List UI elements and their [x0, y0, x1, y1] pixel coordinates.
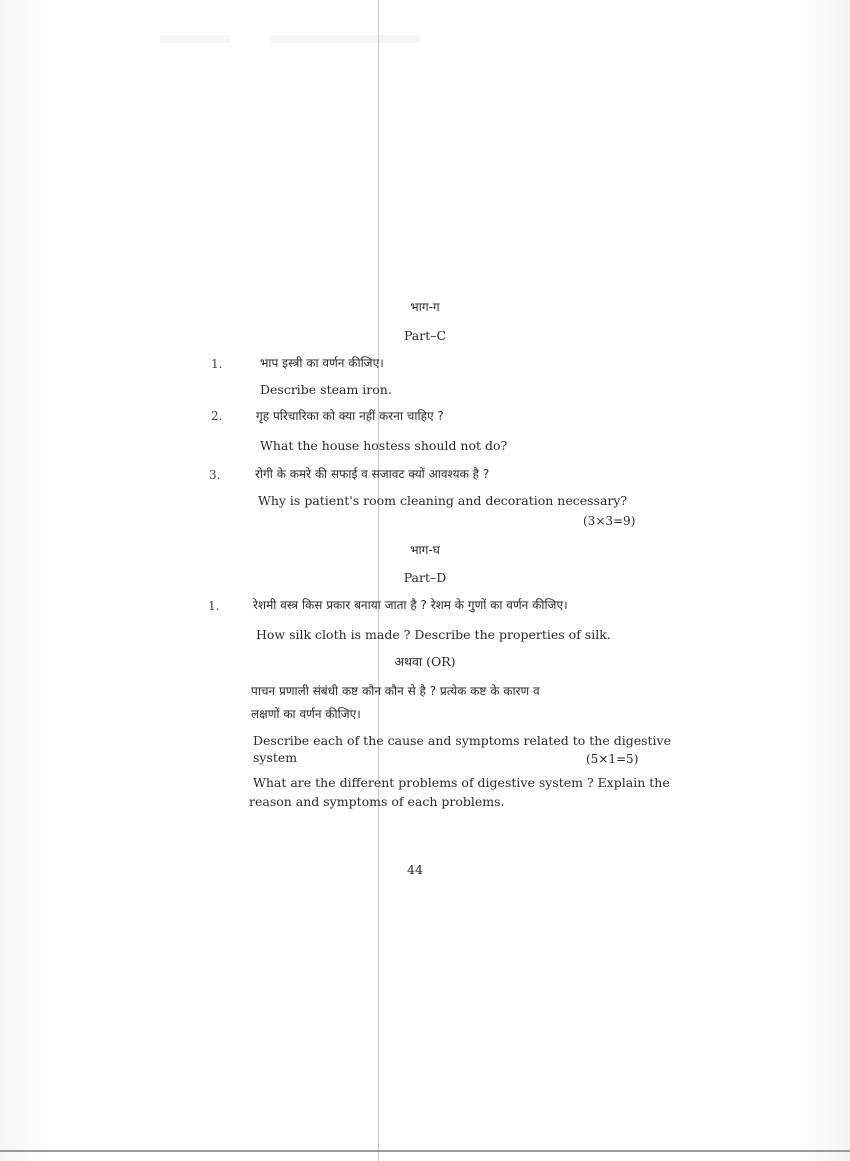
- part-d-heading-english: Part–D: [403, 570, 447, 585]
- alt-question-english-line: What are the different problems of digestive system ? Explain the: [253, 775, 670, 790]
- alt-question-hindi-line: पाचन प्रणाली संबंधी कष्ट कौन कौन से है ? प्रत्येक कष्ट के कारण व: [251, 684, 540, 698]
- question-text-english: Describe steam iron.: [260, 382, 392, 397]
- alt-question-hindi-line: लक्षणों का वर्णन कीजिए।: [251, 707, 361, 721]
- question-text-hindi: रोगी के कमरे की सफाई व सजावट क्यों आवश्यक है ?: [255, 467, 490, 481]
- question-text-english: What the house hostess should not do?: [260, 438, 508, 453]
- alt-question-english-line: reason and symptoms of each problems.: [249, 794, 505, 809]
- question-text-hindi: गृह परिचारिका को क्या नहीं करना चाहिए ?: [256, 409, 444, 423]
- faded-header-bleed: [160, 28, 490, 58]
- question-number: 2.: [211, 409, 223, 423]
- part-d-marks: (5×1=5): [586, 752, 639, 766]
- question-text-hindi: रेशमी वस्त्र किस प्रकार बनाया जाता है ? रेशम के गुणों का वर्णन कीजिए।: [253, 598, 568, 612]
- page-fold-line: [378, 0, 379, 1161]
- part-c-heading-english: Part–C: [403, 328, 447, 343]
- part-c-heading-hindi: भाग-ग: [410, 300, 440, 314]
- question-number: 1.: [208, 599, 220, 613]
- question-text-english: How silk cloth is made ? Describe the properties of silk.: [256, 627, 611, 642]
- question-text-english: Why is patient's room cleaning and decoration necessary?: [258, 493, 628, 508]
- alt-question-english-line: Describe each of the cause and symptoms related to the digestive: [253, 733, 671, 748]
- page-number: 44: [407, 862, 423, 877]
- alt-question-english-line: system: [253, 750, 298, 765]
- or-separator: अथवा (OR): [394, 654, 456, 669]
- part-c-marks: (3×3=9): [583, 514, 636, 528]
- part-d-heading-hindi: भाग-घ: [410, 543, 440, 557]
- question-number: 3.: [209, 468, 221, 482]
- question-number: 1.: [211, 357, 223, 371]
- page-bottom-edge: [0, 1150, 850, 1152]
- question-text-hindi: भाप इस्त्री का वर्णन कीजिए।: [260, 356, 384, 370]
